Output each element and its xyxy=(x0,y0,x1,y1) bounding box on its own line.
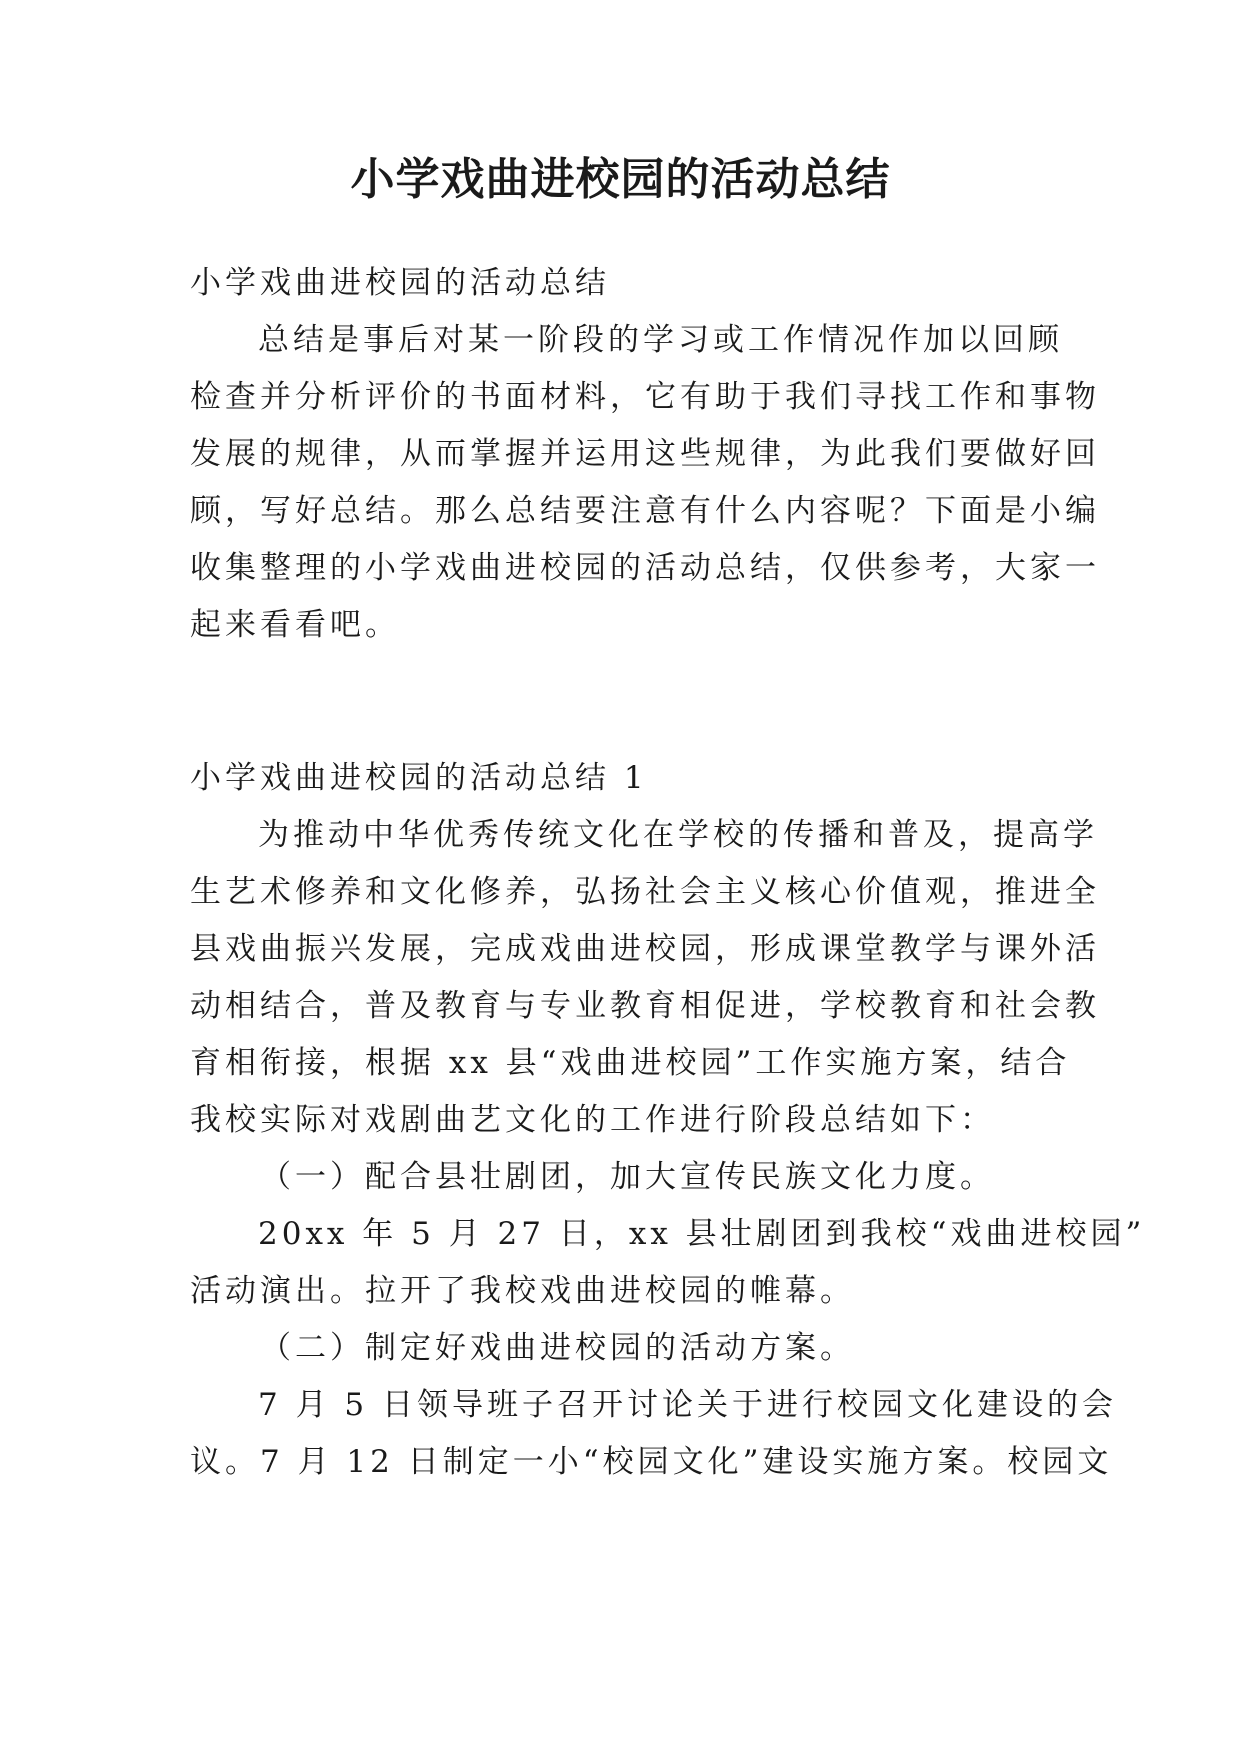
paragraph-line: 20xx 年 5 月 27 日，xx 县壮剧团到我校“戏曲进校园” xyxy=(258,1216,1146,1252)
intro-section xyxy=(190,255,1100,654)
paragraph-line: 生艺术修养和文化修养，弘扬社会主义核心价值观，推进全 xyxy=(190,874,1100,910)
intro-heading: 小学戏曲进校园的活动总结 xyxy=(190,265,610,301)
section-heading: 小学戏曲进校园的活动总结 1 xyxy=(190,760,648,796)
paragraph-line: 活动演出。拉开了我校戏曲进校园的帷幕。 xyxy=(190,1273,855,1309)
section-1 xyxy=(190,750,1146,1491)
subsection-heading: （一）配合县壮剧团，加大宣传民族文化力度。 xyxy=(260,1159,995,1195)
paragraph-line: 议。7 月 12 日制定一小“校园文化”建设实施方案。校园文 xyxy=(190,1444,1113,1480)
intro-line: 起来看看吧。 xyxy=(190,607,400,643)
subsection-heading: （二）制定好戏曲进校园的活动方案。 xyxy=(260,1330,855,1366)
paragraph-line: 我校实际对戏剧曲艺文化的工作进行阶段总结如下： xyxy=(190,1102,995,1138)
paragraph-line: 育相衔接，根据 xx 县“戏曲进校园”工作实施方案，结合 xyxy=(190,1045,1071,1081)
paragraph-line: 为推动中华优秀传统文化在学校的传播和普及，提高学 xyxy=(258,817,1098,853)
intro-line: 总结是事后对某一阶段的学习或工作情况作加以回顾 xyxy=(258,322,1063,358)
paragraph-line: 县戏曲振兴发展，完成戏曲进校园，形成课堂教学与课外活 xyxy=(190,931,1100,967)
intro-line: 检查并分析评价的书面材料，它有助于我们寻找工作和事物 xyxy=(190,379,1100,415)
intro-line: 发展的规律，从而掌握并运用这些规律，为此我们要做好回 xyxy=(190,436,1100,472)
intro-line: 顾，写好总结。那么总结要注意有什么内容呢？下面是小编 xyxy=(190,493,1100,529)
intro-line: 收集整理的小学戏曲进校园的活动总结，仅供参考，大家一 xyxy=(190,550,1100,586)
document-title: 小学戏曲进校园的活动总结 xyxy=(350,154,891,205)
paragraph-line: 7 月 5 日领导班子召开讨论关于进行校园文化建设的会 xyxy=(258,1387,1118,1423)
paragraph-line: 动相结合，普及教育与专业教育相促进，学校教育和社会教 xyxy=(190,988,1100,1024)
